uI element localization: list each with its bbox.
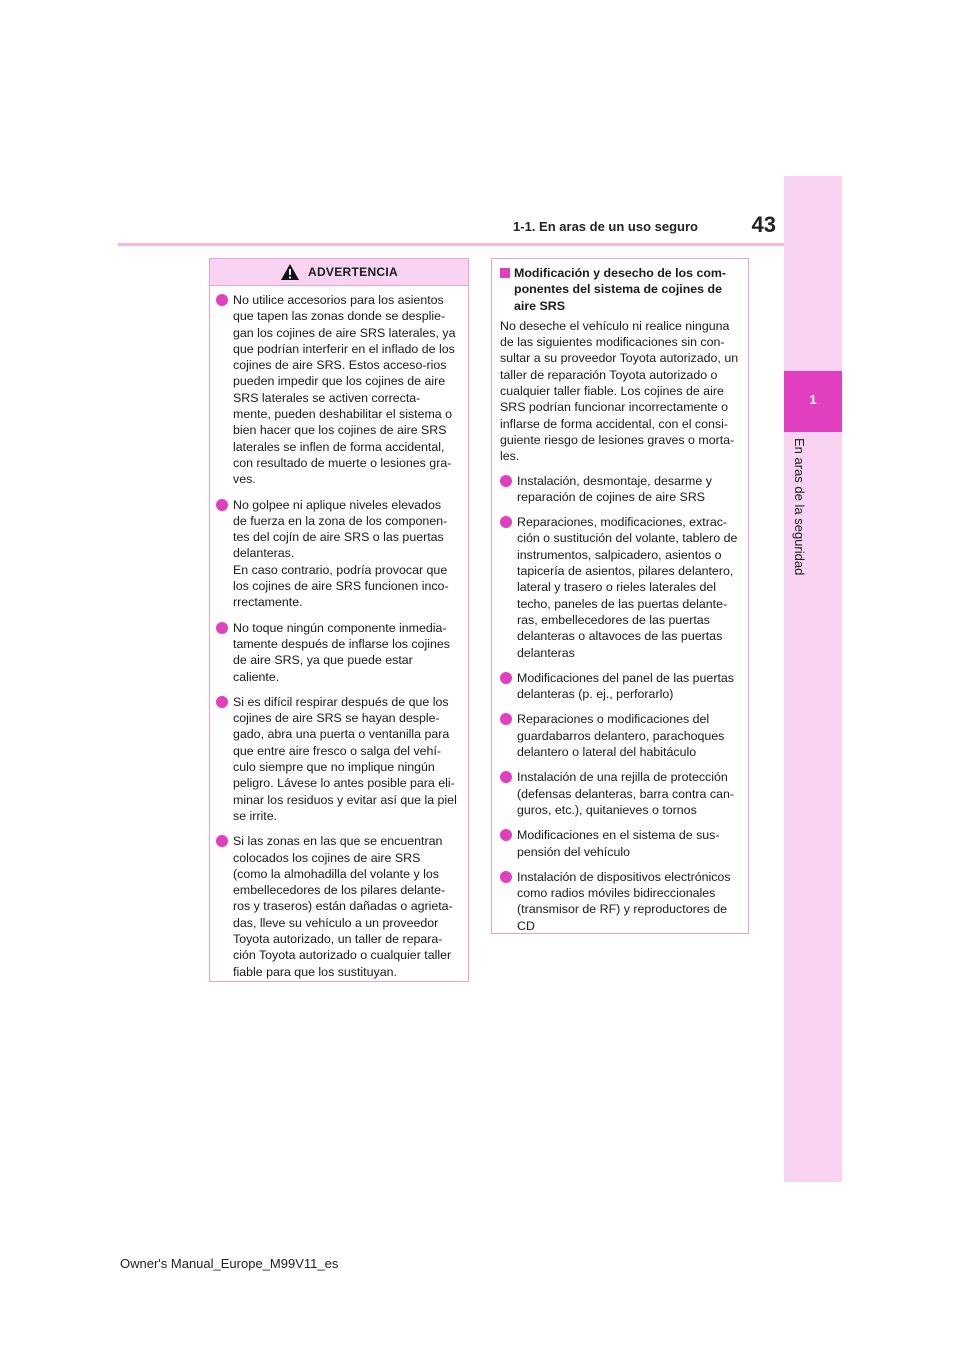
bullet-icon xyxy=(500,871,512,883)
warning-triangle-icon xyxy=(280,263,300,281)
square-bullet-icon xyxy=(500,268,510,278)
list-item: Instalación de una rejilla de protección (defensas delanteras, barra contra can-guros, etc.), quitanieves o tornos xyxy=(500,769,740,818)
chapter-label: En aras de la seguridad xyxy=(792,438,807,576)
warning-list xyxy=(210,286,468,980)
bullet-icon xyxy=(500,516,512,528)
list-item: Si las zonas en las que se encuentran colocados los cojines de aire SRS (como la almohadilla del volante y los embellecedores de los pilares delante-ros y traseros) están dañadas o agrieta-das, lleve su vehículo a un proveedor Toyota autorizado, un taller de repara-ción Toyota autorizado o cualquier taller fiable para que los sustituyan. xyxy=(216,833,458,980)
header-rule xyxy=(118,243,784,246)
list-item: Modificaciones en el sistema de sus-pensión del vehículo xyxy=(500,827,740,860)
bullet-icon xyxy=(500,771,512,783)
list-item: Instalación de dispositivos electrónicos como radios móviles bidireccionales (transmisor de RF) y reproductores de CD xyxy=(500,869,740,934)
page-number: 43 xyxy=(751,212,776,237)
list-item: No golpee ni aplique niveles elevados de fuerza en la zona de los componen-tes del cojín de aire SRS o las puertas delanteras. En caso contrario, podría provocar que los cojines de aire SRS funcionen inco-rrectamente. xyxy=(216,497,458,611)
list-item: Modificaciones del panel de las puertas delanteras (p. ej., perforarlo) xyxy=(500,670,740,703)
list-item: Si es difícil respirar después de que los cojines de aire SRS se hayan desple-gado, abra una puerta o ventanilla para que entre aire fresco o salga del vehí-culo siempre que no implique ningún peligro. Lávese lo antes posible para eli-minar los residuos y evitar así que la piel se irrite. xyxy=(216,694,458,824)
list-item: Instalación, desmontaje, desarme y reparación de cojines de aire SRS xyxy=(500,473,740,506)
modification-intro: No deseche el vehículo ni realice ninguna de las siguientes modificaciones sin con-sultar a su proveedor Toyota autorizado, un taller de reparación Toyota autorizado o cualquier taller fiable. Los cojines de aire SRS podrían funcionar incorrectamente o inflarse de forma accidental, con el consi-guiente riesgo de lesiones graves o morta-les. xyxy=(500,318,739,464)
warning-title: ADVERTENCIA xyxy=(308,265,398,279)
list-item: Reparaciones, modificaciones, extrac-ción o sustitución del volante, tablero de instrumentos, salpicadero, asientos o tapicería de asientos, pilares delantero, lateral y trasero o rieles laterales del techo, paneles de las puertas delante-ras, embellecedores de las puertas delanteras o altavoces de las puertas delanteras xyxy=(500,514,740,661)
bullet-icon xyxy=(500,829,512,841)
bullet-icon xyxy=(216,499,228,511)
modification-heading: Modificación y desecho de los com-ponentes del sistema de cojines de aire SRS xyxy=(500,265,740,314)
bullet-icon xyxy=(500,475,512,487)
chapter-number: 1 xyxy=(809,392,817,407)
list-item: No toque ningún componente inmedia-tamente después de inflarse los cojines de aire SRS, ya que puede estar caliente. xyxy=(216,620,458,685)
list-item: No utilice accesorios para los asientos que tapen las zonas donde se desplie-gan los cojines de aire SRS laterales, ya que podrían interferir en el inflado de los cojines de aire SRS. Estos acceso-rios pueden impedir que los cojines de aire SRS laterales se activen correcta-mente, pueden deshabilitar el sistema o bien hacer que los cojines de aire SRS laterales se inflen de forma accidental, con resultado de muerte o lesiones gra-ves. xyxy=(216,292,458,488)
bullet-icon xyxy=(500,713,512,725)
warning-header xyxy=(210,259,468,286)
list-item: Reparaciones o modificaciones del guardabarros delantero, parachoques delantero o lateral del habitáculo xyxy=(500,711,740,760)
bullet-icon xyxy=(216,622,228,634)
modification-box xyxy=(491,258,749,934)
warning-box xyxy=(209,258,469,982)
modification-list xyxy=(500,473,740,934)
chapter-tab[interactable] xyxy=(784,371,842,432)
bullet-icon xyxy=(500,672,512,684)
bullet-icon xyxy=(216,835,228,847)
bullet-icon xyxy=(216,294,228,306)
bullet-icon xyxy=(216,696,228,708)
section-title: 1-1. En aras de un uso seguro xyxy=(513,219,698,234)
footer-text: Owner's Manual_Europe_M99V11_es xyxy=(120,1256,339,1271)
side-tab xyxy=(784,176,842,1182)
